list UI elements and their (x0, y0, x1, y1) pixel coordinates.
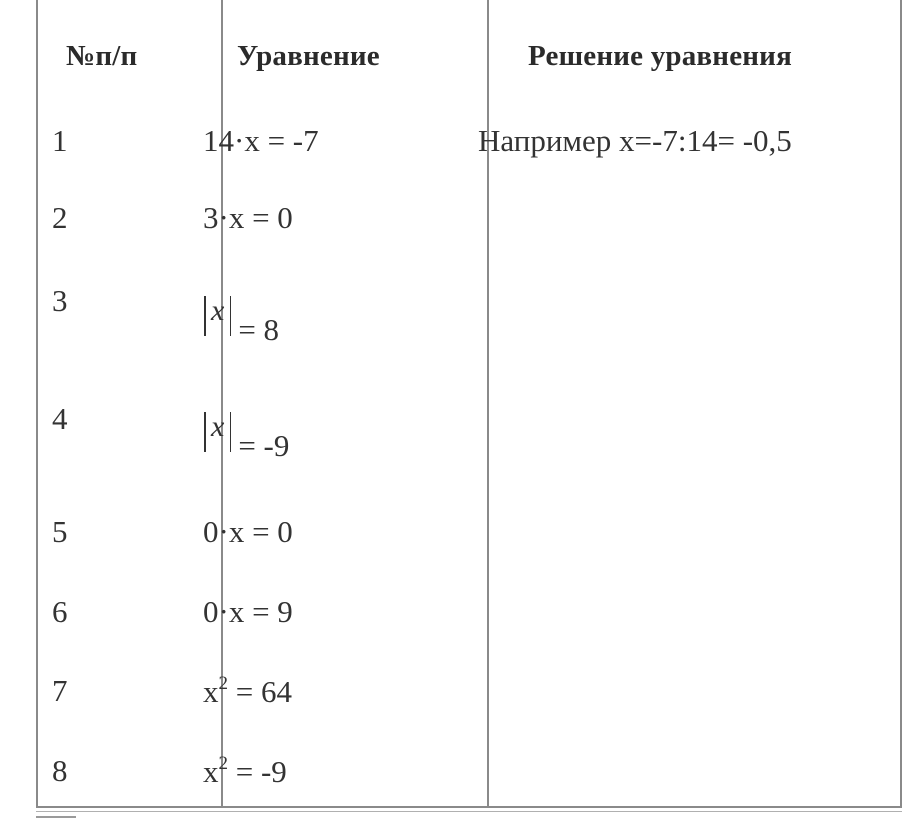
row-1-number: 1 (52, 123, 68, 158)
row-6-equation: 0·x = 9 (203, 594, 293, 629)
header-solution: Решение уравнения (528, 40, 792, 72)
row-3-equation (203, 292, 280, 347)
cropped-text-fragment (36, 816, 76, 826)
row-7-exponent: 2 (218, 673, 228, 694)
equations-table (36, 0, 902, 808)
header-equation: Уравнение (237, 40, 380, 72)
row-8-base: x (203, 754, 219, 789)
row-2-equation: 3·x = 0 (203, 200, 293, 235)
row-8-exponent: 2 (218, 753, 228, 774)
row-5-equation: 0·x = 0 (203, 514, 293, 549)
column-divider-2 (487, 0, 489, 808)
row-7-equation (203, 673, 292, 710)
row-7-number: 7 (52, 673, 68, 708)
row-8-number: 8 (52, 753, 68, 788)
row-4-equation (203, 408, 290, 463)
row-3-abs-value: x (203, 294, 232, 328)
row-8-rhs: = -9 (228, 754, 287, 789)
row-4-number: 4 (52, 401, 68, 436)
row-5-number: 5 (52, 514, 68, 549)
row-3-number: 3 (52, 283, 68, 318)
row-2-number: 2 (52, 200, 68, 235)
row-1-solution: Например x=-7:14= -0,5 (478, 123, 792, 158)
row-6-number: 6 (52, 594, 68, 629)
row-1-equation: 14·x = -7 (203, 123, 319, 158)
table-bottom-line (36, 811, 902, 812)
row-4-abs-value: x (203, 410, 232, 444)
row-4-rhs: = -9 (238, 428, 290, 463)
row-3-rhs: = 8 (238, 312, 280, 347)
row-7-rhs: = 64 (228, 674, 292, 709)
row-7-base: x (203, 674, 219, 709)
header-number: №п/п (66, 40, 138, 72)
row-8-equation (203, 753, 287, 790)
